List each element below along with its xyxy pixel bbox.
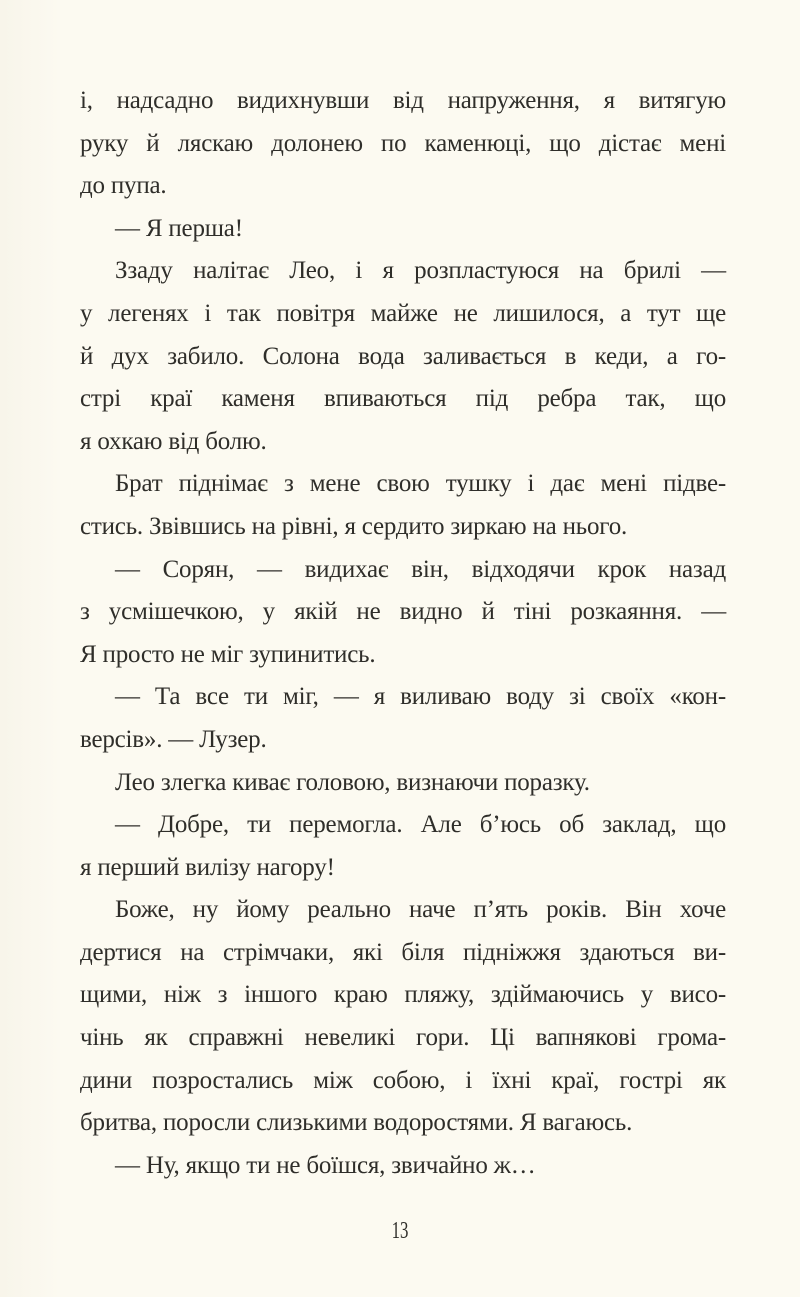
text-line: — Добре, ти перемогла. Але б’юсь об заклад, що (115, 811, 726, 839)
text-line: стись. Звівшись на рівні, я сердито зиркаю на нього. (80, 512, 628, 540)
text-line: руку й ляскаю долонею по каменюці, що дістає мені (80, 129, 726, 157)
text-line: я охкаю від болю. (80, 427, 267, 455)
text-line: стрі краї каменя впиваються під ребра так, що (80, 385, 726, 413)
text-line: дини позростались між собою, і їхні краї, гострі як (80, 1066, 726, 1094)
text-line: дертися на стрімчаки, які біля підніжжя здаються ви- (80, 938, 726, 966)
text-line: Я просто не міг зупинитись. (80, 640, 376, 668)
text-line: й дух забило. Солона вода заливається в кеди, а го- (80, 342, 726, 370)
text-line: і, надсадно видихнувши від напруження, я витягую (80, 87, 726, 114)
text-line: — Сорян, — видихає він, відходячи крок назад (115, 555, 726, 583)
text-line: до пупа. (80, 172, 167, 200)
page-number: 13 (391, 1218, 409, 1244)
text-line: бритва, поросли слизькими водоростями. Я вагаюсь. (80, 1109, 633, 1137)
text-line: Лео злегка киває головою, визнаючи поразку. (115, 768, 590, 796)
text-line: — Ну, якщо ти не боїшся, звичайно ж… (115, 1151, 536, 1179)
text-line: — Та все ти міг, — я виливаю воду зі своїх «кон- (115, 683, 726, 711)
text-line: чінь як справжні невеликі гори. Ці вапнякові грома- (80, 1024, 726, 1052)
body-text (80, 80, 726, 1187)
text-line: я перший вилізу нагору! (80, 853, 335, 881)
text-line: у легенях і так повітря майже не лишилося, а тут ще (80, 299, 726, 327)
text-line: Ззаду налітає Лео, і я розпластуюся на брилі — (115, 257, 726, 285)
text-line: Боже, ну йому реально наче п’ять років. Він хоче (115, 896, 726, 924)
text-line: з усмішечкою, у якій не видно й тіні розкаяння. — (80, 598, 726, 626)
text-line: щими, ніж з іншого краю пляжу, здіймаючись у висо- (80, 981, 726, 1009)
text-line: версів». — Лузер. (80, 725, 267, 753)
text-line: — Я перша! (115, 214, 243, 242)
text-line: Брат піднімає з мене свою тушку і дає мені підве- (115, 470, 726, 498)
